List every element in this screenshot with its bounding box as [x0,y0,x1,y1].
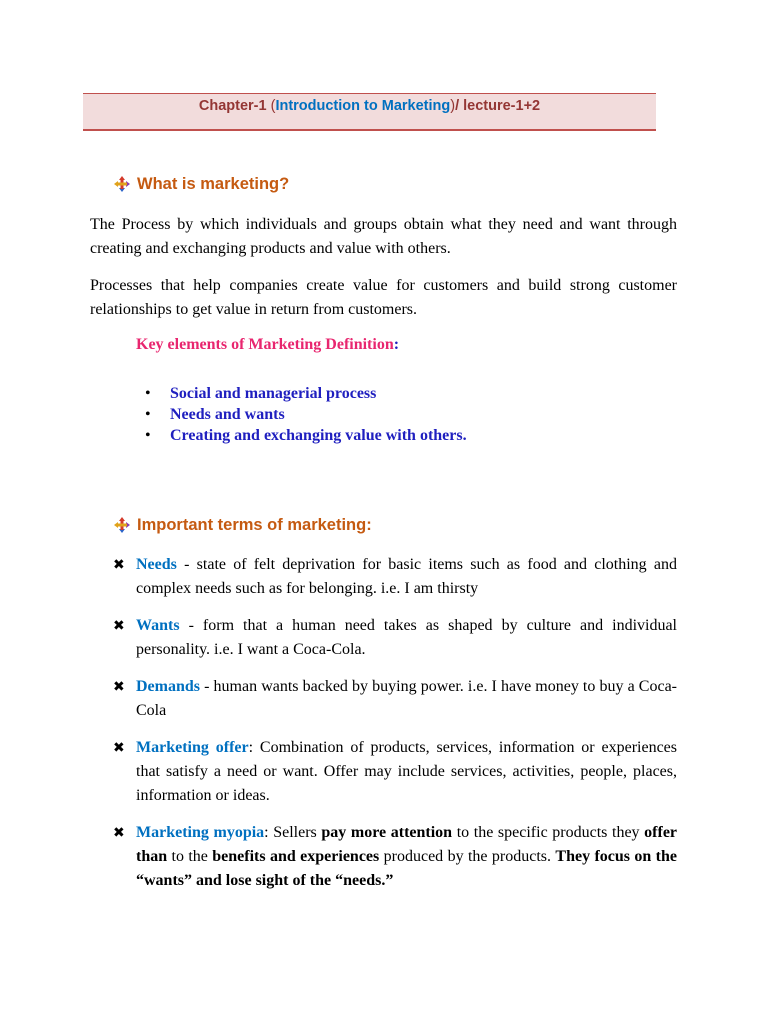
term-emphasis: benefits and experiences [212,848,380,865]
four-arrows-icon [113,175,131,193]
term-marketing-offer [113,736,677,808]
term-text: : Sellers [264,824,322,841]
term-name: Marketing offer [136,739,249,756]
term-name: Demands [136,678,201,695]
term-wants [113,614,677,662]
term-definition: - form that a human need takes as shaped by culture and individual personality. i.e. I want a Coca-Cola. [136,617,677,658]
paren-open: ( [270,98,276,114]
chapter-topic: Introduction to Marketing [275,98,451,114]
process-paragraph: Processes that help companies create value for customers and build strong customer relationships to get value in return from customers. [90,277,677,318]
term-emphasis: pay more attention [321,824,453,841]
list-item-text: Creating and exchanging value with others. [170,427,467,444]
key-elements-colon: : [393,336,400,353]
x-mark-icon: ✖ [113,740,125,756]
paren-close: ) [450,98,456,114]
four-arrows-icon [113,516,131,534]
what-is-marketing-heading [113,173,289,195]
bullet-dot: • [145,385,151,402]
bullet-dot: • [145,427,151,444]
heading-text: What is marketing? [137,174,290,193]
term-emphasis: offer than [136,824,678,865]
list-item-text: Needs and wants [170,406,285,423]
chapter-label: Chapter-1 [198,98,271,114]
term-name: Marketing myopia [136,824,265,841]
term-colon: : [248,739,254,756]
key-elements-title [136,336,399,354]
chapter-banner [83,93,656,131]
term-demands [113,675,677,723]
list-item [136,425,467,446]
list-item [136,404,467,425]
bullet-dot: • [145,406,151,423]
important-terms-heading [113,514,372,536]
term-text: to the [167,848,213,865]
term-definition: - human wants backed by buying power. i.e. I have money to buy a Coca-Cola [136,678,677,719]
term-needs [113,553,677,601]
term-emphasis: They focus on the “wants” and lose sight of the “needs.” [136,848,678,889]
term-marketing-myopia [113,821,677,893]
key-elements-list [136,383,467,446]
term-definition: Combination of products, services, information or experiences that satisfy a need or want. Offer may include services, activities, people, places, information or ideas. [136,739,678,804]
term-definition: - state of felt deprivation for basic items such as food and clothing and complex needs such as for belonging. i.e. I am thirsty [136,556,677,597]
lecture-label: / lecture-1+2 [455,98,541,114]
x-mark-icon: ✖ [113,825,125,841]
x-mark-icon: ✖ [113,679,125,695]
heading-text: Important terms of marketing: [137,515,372,534]
term-text: produced by the products. [379,848,556,865]
term-name: Needs [136,556,177,573]
term-text: to the specific products they [452,824,645,841]
list-item-text: Social and managerial process [170,385,377,402]
key-elements-text: Key elements of Marketing Definition [136,336,394,353]
term-name: Wants [136,617,180,634]
definition-paragraph: The Process by which individuals and groups obtain what they need and want through creating and exchanging products and value with others. [90,216,677,257]
x-mark-icon: ✖ [113,618,125,634]
list-item [136,383,467,404]
x-mark-icon: ✖ [113,557,125,573]
